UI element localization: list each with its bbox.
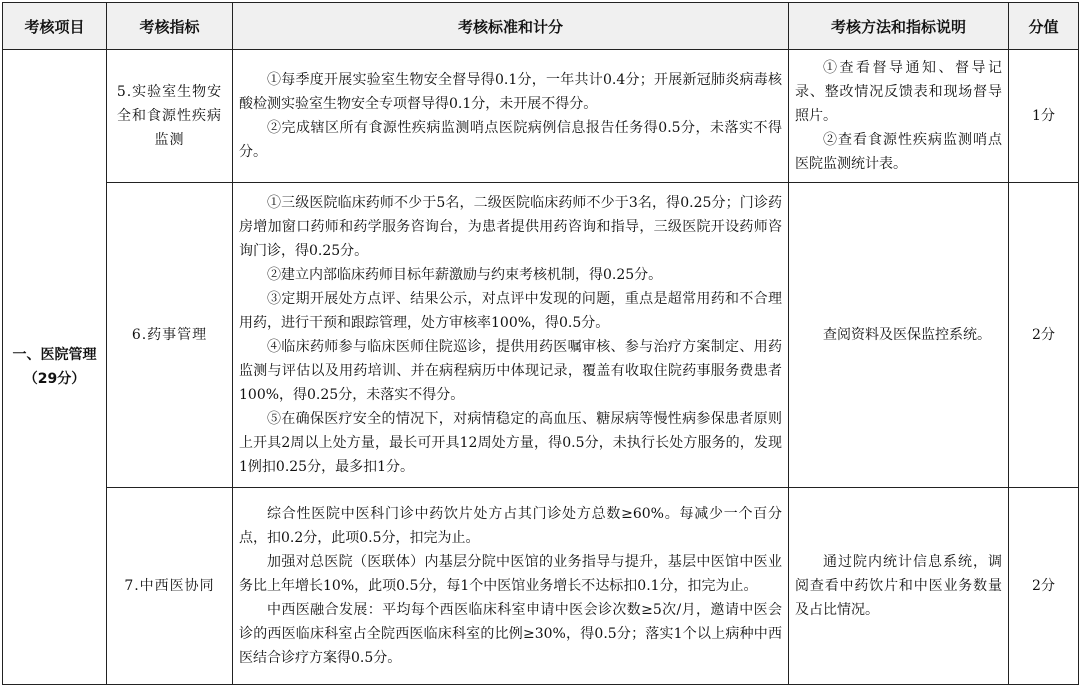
header-method: 考核方法和指标说明 xyxy=(789,3,1009,50)
standard-paragraph: ③定期开展处方点评、结果公示，对点评中发现的问题，重点是超常用药和不合理用药，进行干预和跟踪管理，处方审核率100%，得0.5分。 xyxy=(239,291,782,331)
method-paragraph: 通过院内统计信息系统，调阅查看中药饮片和中医业务数量及占比情况。 xyxy=(795,554,1002,618)
standard-paragraph: 综合性医院中医科门诊中药饮片处方占其门诊处方总数≥60%。每减少一个百分点，扣0.2分，此项0.5分，扣完为止。 xyxy=(239,506,782,546)
method-cell xyxy=(789,50,1009,183)
table-row xyxy=(3,488,1079,685)
indicator-cell: 6.药事管理 xyxy=(107,183,233,488)
method-paragraph: 查阅资料及医保监控系统。 xyxy=(823,327,991,343)
standard-paragraph: ②建立内部临床药师目标年薪激励与约束考核机制，得0.25分。 xyxy=(267,267,663,283)
standard-paragraph: ②完成辖区所有食源性疾病监测哨点医院病例信息报告任务得0.5分，未落实不得分。 xyxy=(239,120,782,160)
score-cell: 2分 xyxy=(1009,183,1079,488)
header-category: 考核项目 xyxy=(3,3,107,50)
method-cell xyxy=(789,183,1009,488)
assessment-table xyxy=(2,2,1079,685)
score-cell: 2分 xyxy=(1009,488,1079,685)
standard-paragraph: ④临床药师参与临床医师住院巡诊，提供用药医嘱审核、参与治疗方案制定、用药监测与评估以及用药培训、并在病程病历中体现记录，覆盖有收取住院药事服务费患者100%，得0.25分，未落实不得分。 xyxy=(239,339,782,403)
standard-cell xyxy=(233,488,789,685)
standard-paragraph: 加强对总医院（医联体）内基层分院中医馆的业务指导与提升，基层中医馆中医业务比上年增长10%，此项0.5分，每1个中医馆业务增长不达标扣0.1分，扣完为止。 xyxy=(239,554,782,594)
table-row xyxy=(3,50,1079,183)
method-cell xyxy=(789,488,1009,685)
standard-paragraph: ①每季度开展实验室生物安全督导得0.1分，一年共计0.4分；开展新冠肺炎病毒核酸检测实验室生物安全专项督导得0.1分，未开展不得分。 xyxy=(239,72,782,112)
standard-paragraph: 中西医融合发展：平均每个西医临床科室申请中医会诊次数≥5次/月，邀请中医会诊的西医临床科室占全院西医临床科室的比例≥30%，得0.5分；落实1个以上病种中西医结合诊疗方案得0.5分。 xyxy=(239,602,782,666)
header-row xyxy=(3,3,1079,50)
header-standard: 考核标准和计分 xyxy=(233,3,789,50)
standard-cell xyxy=(233,50,789,183)
standard-cell xyxy=(233,183,789,488)
method-paragraph: ①查看督导通知、督导记录、整改情况反馈表和现场督导照片。 xyxy=(795,60,1002,124)
standard-paragraph: ⑤在确保医疗安全的情况下，对病情稳定的高血压、糖尿病等慢性病参保患者原则上开具2周以上处方量，最长可开具12周处方量，得0.5分，未执行长处方服务的，发现1例扣0.25分，最多扣1分。 xyxy=(239,411,782,475)
score-cell: 1分 xyxy=(1009,50,1079,183)
header-indicator: 考核指标 xyxy=(107,3,233,50)
method-paragraph: ②查看食源性疾病监测哨点医院监测统计表。 xyxy=(795,132,1002,172)
indicator-cell: 5.实验室生物安全和食源性疾病监测 xyxy=(107,50,233,183)
standard-paragraph: ①三级医院临床药师不少于5名，二级医院临床药师不少于3名，得0.25分；门诊药房增加窗口药师和药学服务咨询台，为患者提供用药咨询和指导，三级医院开设药师咨询门诊，得0.25分。 xyxy=(239,195,782,259)
indicator-cell: 7.中西医协同 xyxy=(107,488,233,685)
category-cell: 一、医院管理（29分） xyxy=(3,50,107,685)
header-score: 分值 xyxy=(1009,3,1079,50)
table-row xyxy=(3,183,1079,488)
